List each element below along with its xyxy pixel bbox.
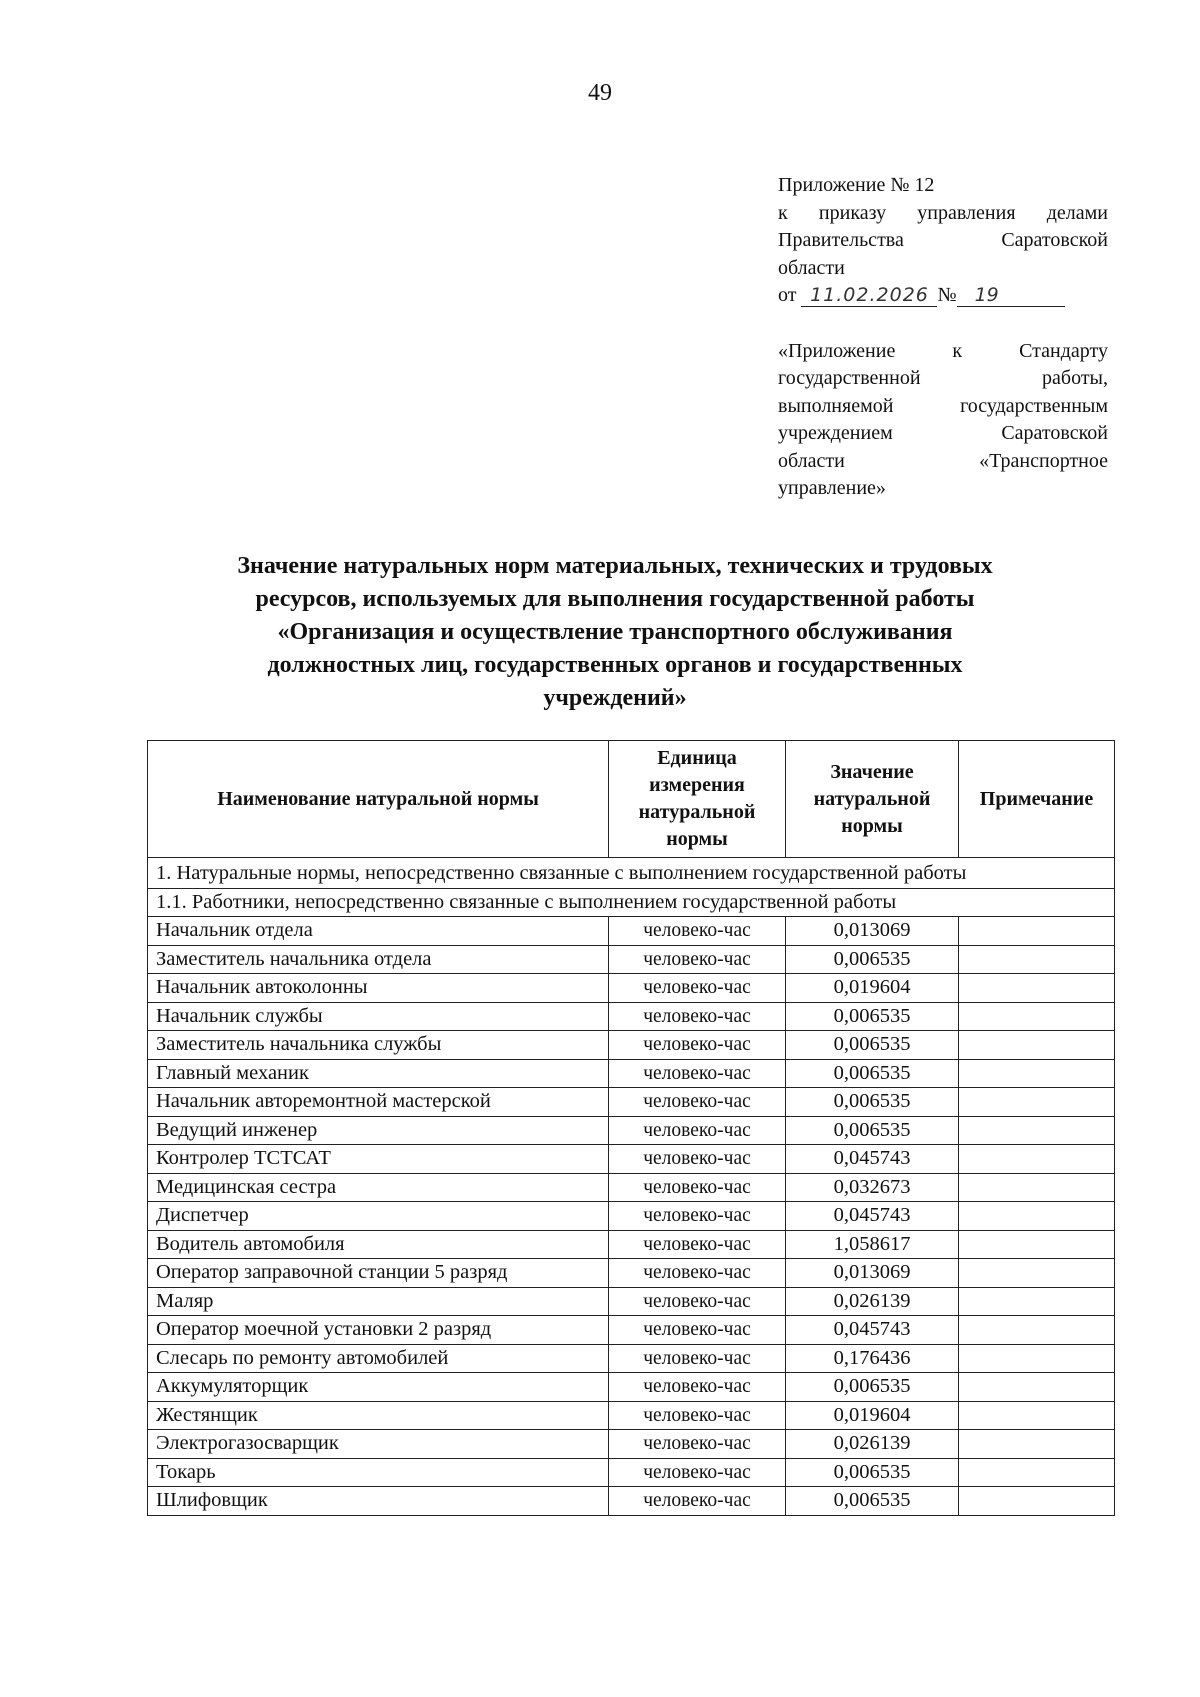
- cell-unit: человеко-час: [609, 1373, 786, 1402]
- cell-value: 0,013069: [786, 917, 959, 946]
- section-1-heading: 1. Натуральные нормы, непосредственно связанные с выполнением государственной работы: [148, 858, 1115, 889]
- cell-name: Токарь: [148, 1458, 609, 1487]
- table-row: [148, 1173, 1115, 1202]
- cell-unit: человеко-час: [609, 1031, 786, 1060]
- cell-value: 0,026139: [786, 1287, 959, 1316]
- cell-unit: человеко-час: [609, 1059, 786, 1088]
- cell-note: [959, 1145, 1115, 1174]
- cell-value: 0,006535: [786, 1002, 959, 1031]
- cell-name: Слесарь по ремонту автомобилей: [148, 1344, 609, 1373]
- cell-value: 0,026139: [786, 1430, 959, 1459]
- cell-unit: человеко-час: [609, 974, 786, 1003]
- cell-note: [959, 1458, 1115, 1487]
- table-row: [148, 1145, 1115, 1174]
- cell-name: Маляр: [148, 1287, 609, 1316]
- cell-note: [959, 1116, 1115, 1145]
- cell-note: [959, 1373, 1115, 1402]
- cell-name: Начальник службы: [148, 1002, 609, 1031]
- cell-name: Электрогазосварщик: [148, 1430, 609, 1459]
- page-number: 49: [588, 80, 612, 106]
- cell-name: Оператор моечной установки 2 разряд: [148, 1316, 609, 1345]
- document-title: [150, 550, 1080, 715]
- cell-name: Главный механик: [148, 1059, 609, 1088]
- norms-table: [147, 740, 1115, 1516]
- handwritten-date: 11.02.2026: [801, 284, 937, 307]
- table-row: [148, 1230, 1115, 1259]
- table-row: [148, 974, 1115, 1003]
- table-row: [148, 1259, 1115, 1288]
- cell-note: [959, 1059, 1115, 1088]
- header-value: Значение натуральной нормы: [786, 741, 959, 858]
- cell-name: Контролер ТСТСАТ: [148, 1145, 609, 1174]
- cell-unit: человеко-час: [609, 1259, 786, 1288]
- cell-unit: человеко-час: [609, 1002, 786, 1031]
- cell-note: [959, 1316, 1115, 1345]
- table-row: [148, 1202, 1115, 1231]
- cell-note: [959, 1230, 1115, 1259]
- cell-value: 0,032673: [786, 1173, 959, 1202]
- annex-block: [778, 172, 1108, 503]
- cell-note: [959, 1401, 1115, 1430]
- table-header-row: [148, 741, 1115, 858]
- cell-name: Шлифовщик: [148, 1487, 609, 1516]
- annex-line-4: области: [778, 256, 845, 279]
- cell-value: 0,006535: [786, 1059, 959, 1088]
- cell-value: 0,006535: [786, 1487, 959, 1516]
- cell-unit: человеко-час: [609, 1344, 786, 1373]
- cell-value: 0,019604: [786, 974, 959, 1003]
- cell-unit: человеко-час: [609, 1173, 786, 1202]
- cell-note: [959, 945, 1115, 974]
- title-line-2: ресурсов, используемых для выполнения государственной работы: [255, 586, 975, 612]
- cell-unit: человеко-час: [609, 1230, 786, 1259]
- cell-unit: человеко-час: [609, 945, 786, 974]
- cell-note: [959, 974, 1115, 1003]
- cell-note: [959, 917, 1115, 946]
- table-row: [148, 1344, 1115, 1373]
- table-row: [148, 1430, 1115, 1459]
- annex-p2-line-4: учреждением Саратовской: [778, 422, 1108, 444]
- cell-value: 0,176436: [786, 1344, 959, 1373]
- annex-p2-line-6: управление»: [778, 477, 886, 499]
- cell-name: Аккумуляторщик: [148, 1373, 609, 1402]
- annex-date-row: [778, 282, 1108, 310]
- cell-value: 0,013069: [786, 1259, 959, 1288]
- cell-value: 0,006535: [786, 1088, 959, 1117]
- cell-value: 0,006535: [786, 1458, 959, 1487]
- cell-unit: человеко-час: [609, 1487, 786, 1516]
- table-row: [148, 1487, 1115, 1516]
- subsection-1-1-heading: 1.1. Работники, непосредственно связанные с выполнением государственной работы: [148, 889, 1115, 917]
- cell-note: [959, 1287, 1115, 1316]
- annex-line-1: Приложение № 12: [778, 174, 935, 196]
- header-unit: Единица измерения натуральной нормы: [609, 741, 786, 858]
- table-row: [148, 1373, 1115, 1402]
- table-row: [148, 917, 1115, 946]
- handwritten-number: 19: [957, 284, 1065, 307]
- header-note: Примечание: [959, 741, 1115, 858]
- cell-name: Начальник отдела: [148, 917, 609, 946]
- table-row: [148, 1458, 1115, 1487]
- table-row: [148, 1088, 1115, 1117]
- cell-note: [959, 1031, 1115, 1060]
- table-row: [148, 1059, 1115, 1088]
- cell-unit: человеко-час: [609, 1458, 786, 1487]
- section-row: [148, 858, 1115, 889]
- title-line-4: должностных лиц, государственных органов и государственных: [267, 652, 963, 678]
- table-row: [148, 1116, 1115, 1145]
- cell-note: [959, 1259, 1115, 1288]
- cell-unit: человеко-час: [609, 1145, 786, 1174]
- annex-line-2: к приказу управления делами: [778, 201, 1108, 224]
- cell-name: Заместитель начальника службы: [148, 1031, 609, 1060]
- cell-unit: человеко-час: [609, 917, 786, 946]
- cell-note: [959, 1487, 1115, 1516]
- title-line-5: учреждений»: [543, 685, 687, 711]
- table-row: [148, 1316, 1115, 1345]
- number-label: №: [937, 284, 957, 306]
- date-prefix: от: [778, 284, 797, 306]
- cell-name: Водитель автомобиля: [148, 1230, 609, 1259]
- cell-unit: человеко-час: [609, 1202, 786, 1231]
- cell-name: Медицинская сестра: [148, 1173, 609, 1202]
- cell-value: 0,006535: [786, 1031, 959, 1060]
- cell-unit: человеко-час: [609, 1401, 786, 1430]
- cell-note: [959, 1088, 1115, 1117]
- cell-value: 0,045743: [786, 1202, 959, 1231]
- cell-note: [959, 1430, 1115, 1459]
- annex-standard-reference: [778, 338, 1108, 503]
- cell-name: Жестянщик: [148, 1401, 609, 1430]
- annex-p2-line-3: выполняемой государственным: [778, 394, 1108, 417]
- cell-unit: человеко-час: [609, 1430, 786, 1459]
- table-row: [148, 1002, 1115, 1031]
- title-line-1: Значение натуральных норм материальных, технических и трудовых: [237, 553, 993, 579]
- cell-name: Диспетчер: [148, 1202, 609, 1231]
- annex-line-3: Правительства Саратовской: [778, 229, 1108, 251]
- cell-name: Оператор заправочной станции 5 разряд: [148, 1259, 609, 1288]
- cell-value: 0,045743: [786, 1145, 959, 1174]
- cell-name: Начальник авторемонтной мастерской: [148, 1088, 609, 1117]
- subsection-row: [148, 889, 1115, 917]
- cell-value: 1,058617: [786, 1230, 959, 1259]
- cell-value: 0,045743: [786, 1316, 959, 1345]
- table-row: [148, 945, 1115, 974]
- cell-value: 0,006535: [786, 1373, 959, 1402]
- title-line-3: «Организация и осуществление транспортного обслуживания: [277, 619, 953, 645]
- table-row: [148, 1287, 1115, 1316]
- cell-unit: человеко-час: [609, 1088, 786, 1117]
- table-row: [148, 1401, 1115, 1430]
- cell-unit: человеко-час: [609, 1116, 786, 1145]
- cell-name: Заместитель начальника отдела: [148, 945, 609, 974]
- cell-note: [959, 1344, 1115, 1373]
- cell-name: Ведущий инженер: [148, 1116, 609, 1145]
- cell-unit: человеко-час: [609, 1316, 786, 1345]
- cell-note: [959, 1173, 1115, 1202]
- cell-name: Начальник автоколонны: [148, 974, 609, 1003]
- cell-note: [959, 1202, 1115, 1231]
- header-name: Наименование натуральной нормы: [148, 741, 609, 858]
- annex-p2-line-2: государственной работы,: [778, 367, 1108, 389]
- cell-value: 0,019604: [786, 1401, 959, 1430]
- cell-unit: человеко-час: [609, 1287, 786, 1316]
- cell-value: 0,006535: [786, 945, 959, 974]
- cell-value: 0,006535: [786, 1116, 959, 1145]
- cell-note: [959, 1002, 1115, 1031]
- table-row: [148, 1031, 1115, 1060]
- annex-p2-line-1: «Приложение к Стандарту: [778, 339, 1108, 362]
- annex-p2-line-5: области «Транспортное: [778, 449, 1108, 472]
